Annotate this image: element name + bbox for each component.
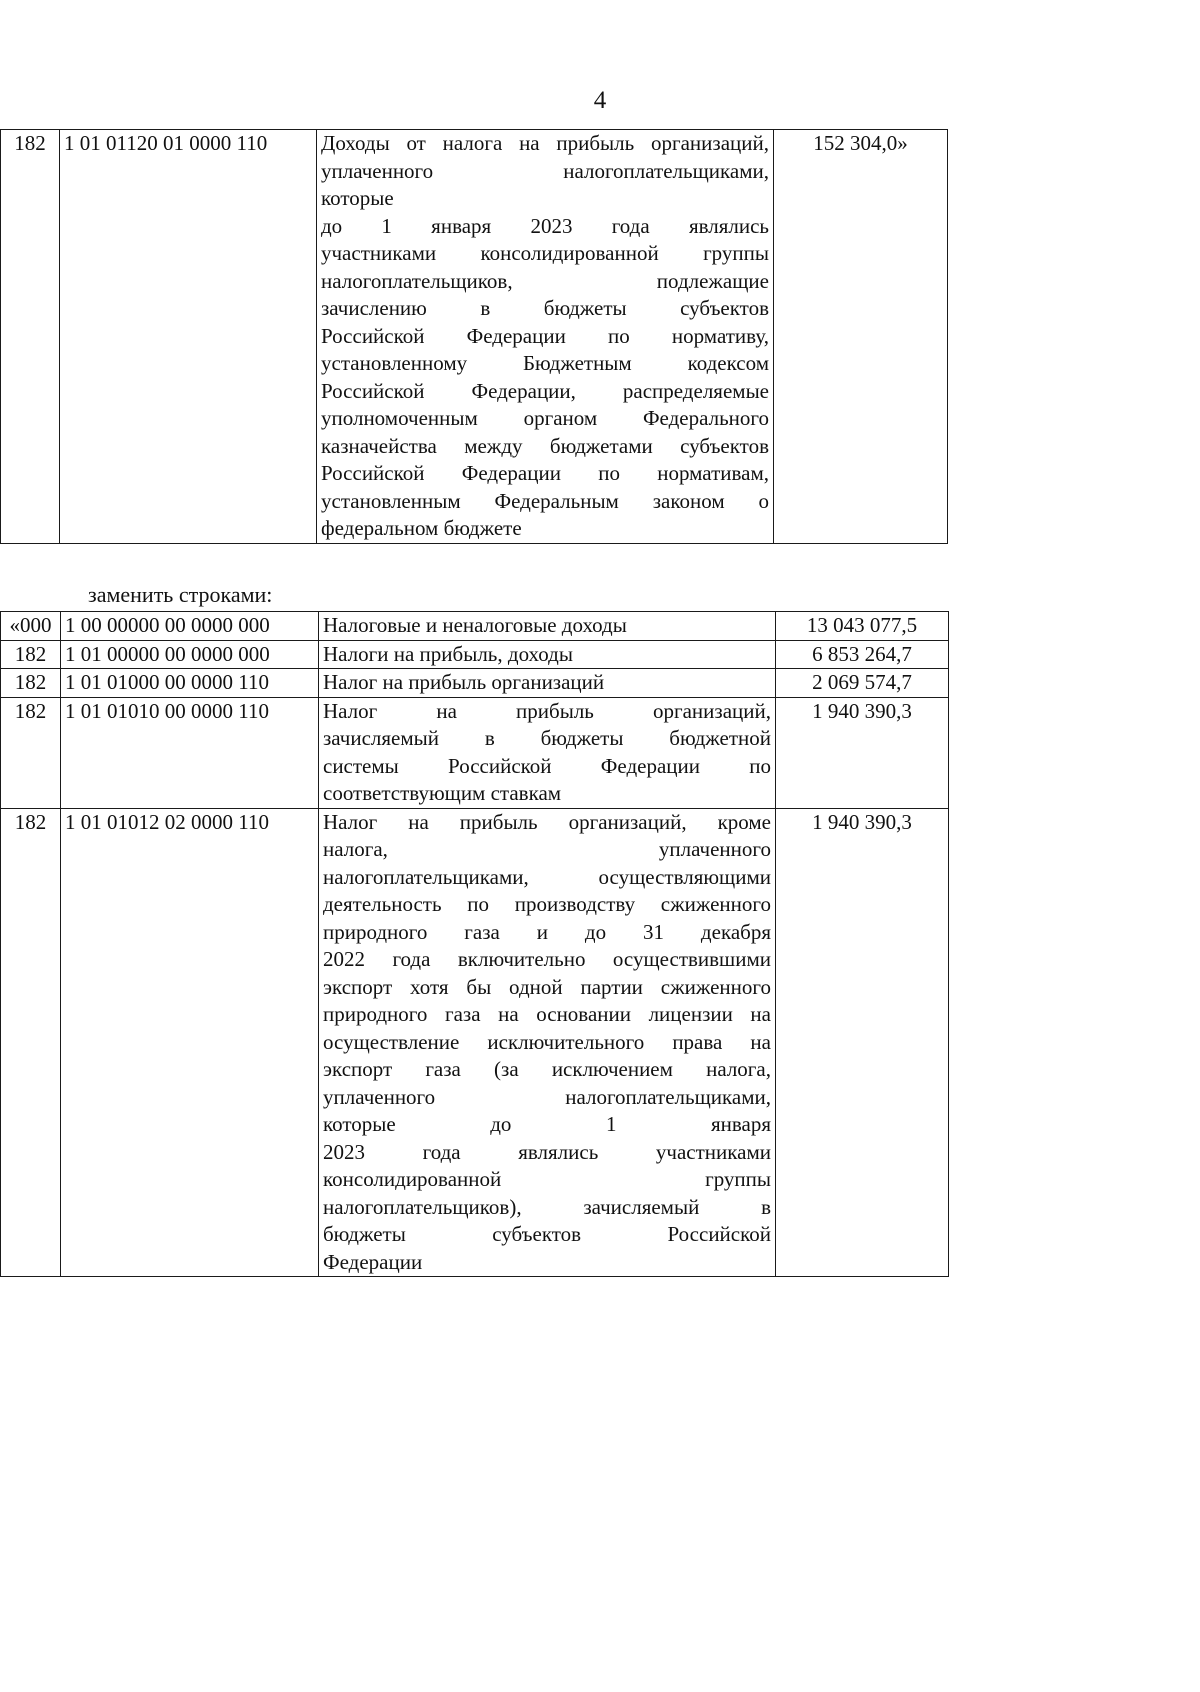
text-line: консолидированной группы: [323, 1167, 771, 1191]
text-line: Российской Федерации по нормативу,: [321, 323, 769, 348]
text-line: Федерации: [323, 1249, 423, 1274]
text-line: соответствующим ставкам: [323, 781, 562, 805]
text-line: установленным Федеральным законом о: [321, 488, 769, 513]
text-line: Российской Федерации, распределяемые: [321, 378, 769, 403]
amount-cell: 6 853 264,7: [776, 640, 949, 669]
admin-code-cell: «000: [1, 612, 61, 641]
admin-code-cell: 182: [1, 697, 61, 808]
text-line: зачисляемый в бюджеты бюджетной: [323, 726, 771, 750]
text-line: участниками консолидированной группы: [321, 241, 769, 265]
text-line: Российской Федерации по нормативам,: [321, 461, 769, 485]
text-line: уполномоченным органом Федерального: [321, 406, 769, 430]
text-line: экспорт хотя бы одной партии сжиженного: [323, 974, 771, 999]
text-line: до 1 января 2023 года являлись: [321, 213, 769, 238]
text-line: бюджеты субъектов Российской: [323, 1222, 771, 1246]
income-name-cell: [319, 640, 776, 669]
text-line: Доходы от налога на прибыль организаций,: [321, 131, 769, 155]
amount-cell: 1 940 390,3: [776, 697, 949, 808]
text-line: осуществление исключительного права на: [323, 1029, 771, 1054]
table-row: [1, 697, 949, 808]
table-row: [1, 612, 949, 641]
budget-table-replacement: [0, 611, 949, 1277]
kbk-code-cell: 1 01 01120 01 0000 110: [60, 130, 317, 544]
kbk-code-cell: 1 00 00000 00 0000 000: [61, 612, 319, 641]
amount-cell: 2 069 574,7: [776, 669, 949, 698]
text-line: налога, уплаченного: [323, 837, 771, 861]
admin-code-cell: 182: [1, 669, 61, 698]
kbk-code-cell: 1 01 01010 00 0000 110: [61, 697, 319, 808]
income-name-cell: [319, 697, 776, 808]
income-name-cell: [319, 612, 776, 641]
text-line: природного газа и до 31 декабря: [323, 919, 771, 944]
admin-code-cell: 182: [1, 130, 60, 544]
table-row: [1, 130, 948, 544]
text-line: налогоплательщиков, подлежащие: [321, 268, 769, 293]
table-row: [1, 640, 949, 669]
text-line: природного газа на основании лицензии на: [323, 1002, 771, 1026]
text-line: системы Российской Федерации по: [323, 753, 771, 778]
amount-cell: 1 940 390,3: [776, 808, 949, 1277]
text-line: Налоговые и неналоговые доходы: [323, 613, 627, 637]
income-name-cell: [317, 130, 774, 544]
text-line: налогоплательщиков), зачисляемый в: [323, 1194, 771, 1219]
table-row: [1, 808, 949, 1277]
amount-cell: 13 043 077,5: [776, 612, 949, 641]
budget-table-original: [0, 129, 948, 544]
kbk-code-cell: 1 01 01000 00 0000 110: [61, 669, 319, 698]
income-name-cell: [319, 669, 776, 698]
amount-cell: 152 304,0»: [774, 130, 948, 544]
text-line: которые: [321, 186, 394, 210]
text-line: федеральном бюджете: [321, 516, 522, 540]
income-name-cell: [319, 808, 776, 1277]
table-row: [1, 669, 949, 698]
replacement-intro: заменить строками:: [88, 582, 273, 607]
text-line: Налоги на прибыль, доходы: [323, 641, 573, 666]
kbk-code-cell: 1 01 00000 00 0000 000: [61, 640, 319, 669]
text-line: 2023 года являлись участниками: [323, 1139, 771, 1164]
text-line: деятельность по производству сжиженного: [323, 892, 771, 916]
text-line: Налог на прибыль организаций, кроме: [323, 809, 771, 834]
text-line: налогоплательщиками, осуществляющими: [323, 864, 771, 889]
kbk-code-cell: 1 01 01012 02 0000 110: [61, 808, 319, 1277]
text-line: казначейства между бюджетами субъектов: [321, 433, 769, 458]
admin-code-cell: 182: [1, 808, 61, 1277]
admin-code-cell: 182: [1, 640, 61, 669]
text-line: Налог на прибыль организаций: [323, 670, 605, 694]
text-line: которые до 1 января: [323, 1112, 771, 1136]
text-line: уплаченного налогоплательщиками,: [321, 158, 769, 183]
page-number: 4: [593, 87, 607, 114]
text-line: экспорт газа (за исключением налога,: [323, 1057, 771, 1081]
text-line: установленному Бюджетным кодексом: [321, 351, 769, 375]
text-line: зачислению в бюджеты субъектов: [321, 296, 769, 320]
text-line: уплаченного налогоплательщиками,: [323, 1084, 771, 1109]
text-line: 2022 года включительно осуществившими: [323, 947, 771, 971]
text-line: Налог на прибыль организаций,: [323, 698, 771, 723]
